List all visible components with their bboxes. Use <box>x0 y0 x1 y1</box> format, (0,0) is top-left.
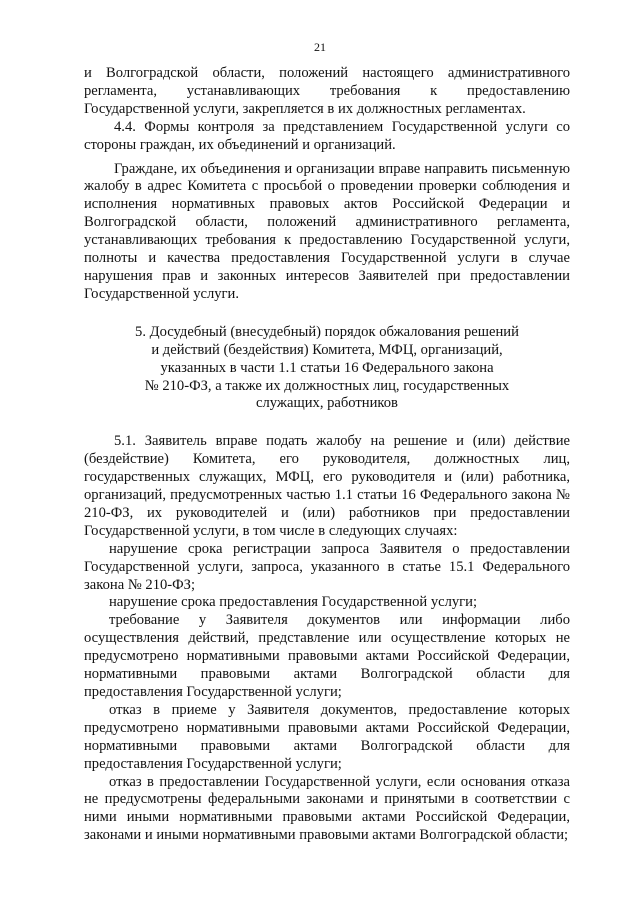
section-heading-line: № 210-ФЗ, а также их должностных лиц, государственных <box>144 377 510 394</box>
section-heading <box>84 324 570 414</box>
section-heading-line: 5. Досудебный (внесудебный) порядок обжалования решений <box>135 323 519 340</box>
section-heading-line: и действий (бездействия) Комитета, МФЦ, организаций, <box>151 341 503 358</box>
document-body <box>84 65 570 845</box>
list-item-refusal-to-accept: отказ в приеме у Заявителя документов, предоставление которых предусмотрено нормативными правовыми актами Российской Федерации, нормативными правовыми актами Волгоградской области для предоставления Государственной услуги; <box>84 701 570 772</box>
paragraph-5-1-right-to-complain: 5.1. Заявитель вправе подать жалобу на решение и (или) действие (бездействие) Комитета, его руководителя, должностных лиц, государственных служащих, МФЦ, его руководителя и (или) работника, организаций, предусмотренных частью 1.1 статьи 16 Федерального закона № 210-ФЗ, их руководителей и (или) работников при предоставлении Государственной услуги, в том числе в следующих случаях: <box>84 433 570 539</box>
list-item-registration-deadline: нарушение срока регистрации запроса Заявителя о предоставлении Государственной услуги, запроса, указанного в статье 15.1 Федерального закона № 210-ФЗ; <box>84 540 570 593</box>
list-item-refusal-to-provide: отказ в предоставлении Государственной услуги, если основания отказа не предусмотрены федеральными законами и принятыми в соответствии с ними иными нормативными правовыми актами Российской Федерации, законами и иными нормативными правовыми актами Волгоградской области; <box>84 773 570 844</box>
paragraph-citizens-complaint: Граждане, их объединения и организации вправе направить письменную жалобу в адрес Комитета с просьбой о проведении проверки соблюдения и исполнения нормативных правовых актов Российской Федерации и Волгоградской области, положений административного регламента, устанавливающих требования к предоставлению Государственной услуги, полноты и качества предоставления Государственной услуги в случае нарушения прав и законных интересов Заявителей при предоставлении Государственной услуги. <box>84 160 570 302</box>
page-number: 21 <box>314 40 326 54</box>
paragraph-control-forms: 4.4. Формы контроля за представлением Государственной услуги со стороны граждан, их объединений и организаций. <box>84 118 570 153</box>
paragraph-regulations-continued: и Волгоградской области, положений настоящего административного регламента, устанавливающих требования к предоставлению Государственной услуги, закрепляется в их должностных регламентах. <box>84 65 570 117</box>
section-heading-line: указанных в части 1.1 статьи 16 Федерального закона <box>160 359 494 376</box>
list-item-extra-documents: требование у Заявителя документов или информации либо осуществления действий, представление или осуществление которых не предусмотрено нормативными правовыми актами Российской Федерации, нормативными правовыми актами Волгоградской области для предоставления Государственной услуги; <box>84 612 570 700</box>
list-item-service-deadline: нарушение срока предоставления Государственной услуги; <box>109 594 478 611</box>
section-heading-line: служащих, работников <box>256 395 398 412</box>
